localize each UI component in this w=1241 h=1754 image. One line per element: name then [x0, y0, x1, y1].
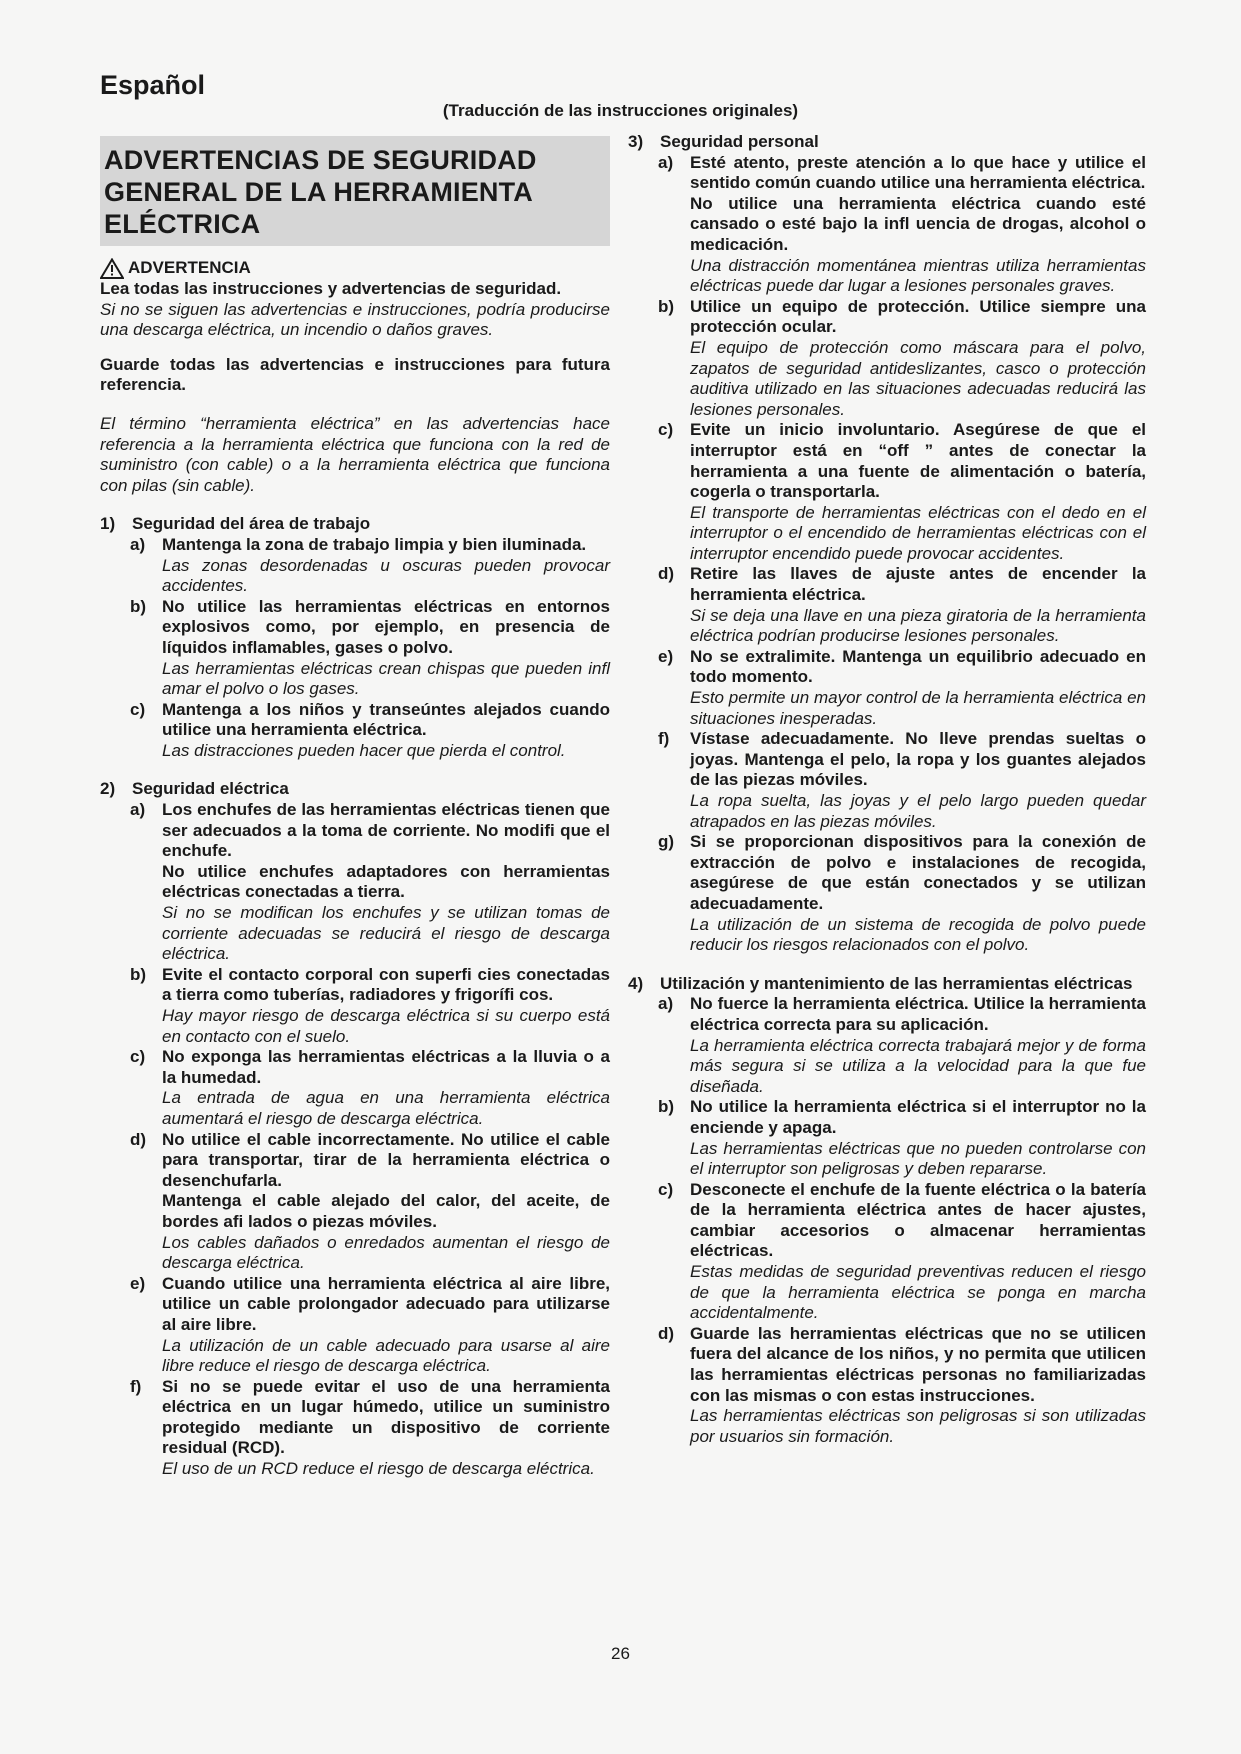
item-instruction: Si se proporcionan dispositivos para la conexión de extracción de polvo e instalaciones de recogida, asegúrese de que están conectados y se utilizan adecuadamente. [690, 832, 1146, 913]
right-column [628, 132, 1146, 1447]
item-note: La utilización de un cable adecuado para usarse al aire libre reduce el riesgo de descarga eléctrica. [162, 1335, 610, 1376]
item-instruction: Desconecte el enchufe de la fuente eléctrica o la batería de la herramienta eléctrica antes de hacer ajustes, cambiar accesorios o almacenar herramientas eléctricas. [690, 1179, 1146, 1261]
section-title: Seguridad del área de trabajo [132, 514, 371, 534]
section-number: 4) [628, 973, 644, 993]
item-instruction: Cuando utilice una herramienta eléctrica al aire libre, utilice un cable prolongador adecuado para utilizarse al aire libre. [162, 1273, 610, 1334]
list-item [628, 564, 1146, 646]
item-note: Una distracción momentánea mientras utiliza herramientas eléctricas puede dar lugar a lesiones personales graves. [690, 255, 1146, 296]
warning-triangle-icon [100, 258, 124, 279]
warning-label: ADVERTENCIA [128, 258, 251, 278]
item-note: Las zonas desordenadas u oscuras pueden provocar accidentes. [162, 555, 610, 596]
item-note: Las herramientas eléctricas son peligrosas si son utilizadas por usuarios sin formación. [690, 1406, 1146, 1446]
item-instruction: Esté atento, preste atención a lo que hace y utilice el sentido común cuando utilice una herramienta eléctrica. [690, 152, 1146, 193]
item-instruction: Mantenga a los niños y transeúntes alejados cuando utilice una herramienta eléctrica. [162, 699, 610, 740]
language-heading: Español [100, 70, 206, 100]
item-instruction: Retire las llaves de ajuste antes de encender la herramienta eléctrica. [690, 564, 1146, 605]
section-title: Seguridad personal [660, 132, 819, 151]
item-letter: e) [658, 646, 674, 666]
item-letter: c) [658, 420, 674, 440]
item-note: Los cables dañados o enredados aumentan el riesgo de descarga eléctrica. [162, 1232, 610, 1273]
item-instruction: No utilice la herramienta eléctrica si el interruptor no la enciende y apaga. [690, 1097, 1146, 1137]
list-item [100, 535, 610, 597]
item-note: Estas medidas de seguridad preventivas reducen el riesgo de que la herramienta eléctrica se ponga en marcha accidentalmente. [690, 1262, 1146, 1323]
item-letter: a) [658, 152, 674, 172]
item-letter: e) [130, 1273, 146, 1293]
item-note: Las herramientas eléctricas que no pueden controlarse con el interruptor son peligrosas y deben repararse. [690, 1138, 1146, 1179]
item-letter: a) [130, 800, 146, 820]
item-letter: a) [130, 534, 146, 554]
item-letter: a) [658, 994, 674, 1014]
section-heading [100, 779, 610, 800]
section-title: Seguridad eléctrica [132, 779, 289, 799]
list-item [100, 800, 610, 965]
item-letter: d) [130, 1129, 147, 1149]
item-letter: b) [130, 964, 147, 984]
item-instruction: No utilice las herramientas eléctricas en entornos explosivos como, por ejemplo, en presencia de líquidos inflamables, gases o polvo. [162, 596, 610, 657]
list-item [628, 1180, 1146, 1324]
item-note: La entrada de agua en una herramienta eléctrica aumentará el riesgo de descarga eléctrica. [162, 1088, 610, 1128]
item-letter: d) [658, 564, 675, 584]
item-note: La herramienta eléctrica correcta trabajará mejor y de forma más segura si se utiliza a la velocidad para la que fue diseñada. [690, 1035, 1146, 1096]
list-item [628, 1324, 1146, 1448]
list-item [100, 1130, 610, 1274]
list-item [100, 965, 610, 1047]
item-note: Hay mayor riesgo de descarga eléctrica si su cuerpo está en contacto con el suelo. [162, 1006, 610, 1046]
translation-subtitle: (Traducción de las instrucciones originales) [442, 101, 799, 120]
section-heading [628, 132, 1146, 153]
item-instruction-extra: No utilice una herramienta eléctrica cuando esté cansado o esté bajo la infl uencia de drogas, alcohol o medicación. [690, 193, 1146, 254]
item-letter: c) [658, 1179, 674, 1199]
list-item [100, 1047, 610, 1129]
item-instruction: Los enchufes de las herramientas eléctricas tienen que ser adecuados a la toma de corriente. No modifi que el enchufe. [162, 800, 610, 861]
item-note: Si no se modifican los enchufes y se utilizan tomas de corriente adecuadas se reducirá el riesgo de descarga eléctrica. [162, 903, 610, 964]
item-note: Las distracciones pueden hacer que pierda el control. [162, 740, 566, 760]
item-note: Si se deja una llave en una pieza giratoria de la herramienta eléctrica podrían producirse lesiones personales. [690, 605, 1146, 646]
item-note: El uso de un RCD reduce el riesgo de descarga eléctrica. [162, 1459, 595, 1479]
section-title: Utilización y mantenimiento de las herramientas eléctricas [660, 973, 1133, 993]
list-item [628, 994, 1146, 1097]
item-instruction: Evite el contacto corporal con superfi cies conectadas a tierra como tuberías, radiadores y frigorífi cos. [162, 964, 610, 1005]
item-letter: f) [130, 1376, 142, 1396]
item-letter: b) [658, 1097, 675, 1117]
list-item [100, 700, 610, 762]
item-instruction: Vístase adecuadamente. No lleve prendas sueltas o joyas. Mantenga el pelo, la ropa y los guantes alejados de las piezas móviles. [690, 729, 1146, 790]
item-note: La ropa suelta, las joyas y el pelo largo pueden quedar atrapados en las piezas móviles. [690, 791, 1146, 831]
section-heading [628, 974, 1146, 995]
list-item [628, 729, 1146, 832]
item-note: La utilización de un sistema de recogida de polvo puede reducir los riesgos relacionados con el polvo. [690, 914, 1146, 955]
item-instruction: No exponga las herramientas eléctricas a la lluvia o a la humedad. [162, 1047, 610, 1087]
item-instruction: No fuerce la herramienta eléctrica. Utilice la herramienta eléctrica correcta para su aplicación. [690, 994, 1146, 1034]
section-number: 3) [628, 132, 644, 151]
item-letter: g) [658, 832, 675, 852]
list-item [628, 297, 1146, 421]
safety-title: ADVERTENCIAS DE SEGURIDAD GENERAL DE LA HERRAMIENTA ELÉCTRICA [100, 136, 610, 246]
item-letter: c) [130, 1047, 146, 1067]
item-instruction: Utilice un equipo de protección. Utilice siempre una protección ocular. [690, 296, 1146, 337]
list-item [100, 1377, 610, 1480]
list-item [628, 153, 1146, 297]
item-letter: b) [130, 596, 147, 616]
item-letter: b) [658, 296, 675, 316]
intro-definition: El término “herramienta eléctrica” en las advertencias hace referencia a la herramienta eléctrica que funciona con la red de suministro (con cable) o a la herramienta eléctrica que funciona con pilas (sin cable). [100, 413, 610, 495]
list-item [100, 1274, 610, 1377]
item-instruction-extra: No utilice enchufes adaptadores con herramientas eléctricas conectadas a tierra. [162, 861, 610, 902]
item-letter: f) [658, 729, 670, 749]
intro-consequence: Si no se siguen las advertencias e instrucciones, podría producirse una descarga eléctrica, un incendio o daños graves. [100, 299, 610, 340]
item-letter: d) [658, 1323, 675, 1343]
item-note: El transporte de herramientas eléctricas con el dedo en el interruptor o el encendido de herramientas eléctricas con el interruptor encendido puede provocar accidentes. [690, 502, 1146, 563]
left-column [100, 132, 610, 1480]
page-number: 26 [611, 1644, 630, 1663]
item-note: Esto permite un mayor control de la herramienta eléctrica en situaciones inesperadas. [690, 688, 1146, 728]
item-instruction: Mantenga la zona de trabajo limpia y bien iluminada. [162, 534, 587, 554]
section-number: 2) [100, 779, 116, 799]
list-item [628, 832, 1146, 956]
warning-heading [100, 258, 610, 279]
intro-read-all: Lea todas las instrucciones y advertencias de seguridad. [100, 279, 562, 298]
item-note: Las herramientas eléctricas crean chispas que pueden infl amar el polvo o los gases. [162, 658, 610, 699]
item-instruction: Guarde las herramientas eléctricas que no se utilicen fuera del alcance de los niños, y no permita que utilicen las herramientas eléctricas personas no familiarizadas con las mismas o con estas instrucciones. [690, 1323, 1146, 1405]
item-letter: c) [130, 699, 146, 719]
list-item [628, 1097, 1146, 1179]
list-item [100, 597, 610, 700]
item-instruction: Si no se puede evitar el uso de una herramienta eléctrica en un lugar húmedo, utilice un suministro protegido mediante un dispositivo de corriente residual (RCD). [162, 1376, 610, 1458]
section-number: 1) [100, 514, 116, 534]
section-heading [100, 514, 610, 535]
item-note: El equipo de protección como máscara para el polvo, zapatos de seguridad antideslizantes, casco o protección auditiva utilizado en las situaciones adecuadas reducirá las lesiones personales. [690, 337, 1146, 419]
item-instruction-extra: Mantenga el cable alejado del calor, del aceite, de bordes afi lados o piezas móviles. [162, 1191, 610, 1231]
list-item [628, 420, 1146, 564]
list-item [628, 647, 1146, 729]
item-instruction: No utilice el cable incorrectamente. No utilice el cable para transportar, tirar de la herramienta eléctrica o desenchufarla. [162, 1129, 610, 1190]
intro-keep: Guarde todas las advertencias e instrucciones para futura referencia. [100, 354, 610, 395]
item-instruction: No se extralimite. Mantenga un equilibrio adecuado en todo momento. [690, 646, 1146, 687]
item-instruction: Evite un inicio involuntario. Asegúrese de que el interruptor está en “off ” antes de conectar la herramienta a una fuente de alimentación o batería, cogerla o transportarla. [690, 420, 1146, 502]
